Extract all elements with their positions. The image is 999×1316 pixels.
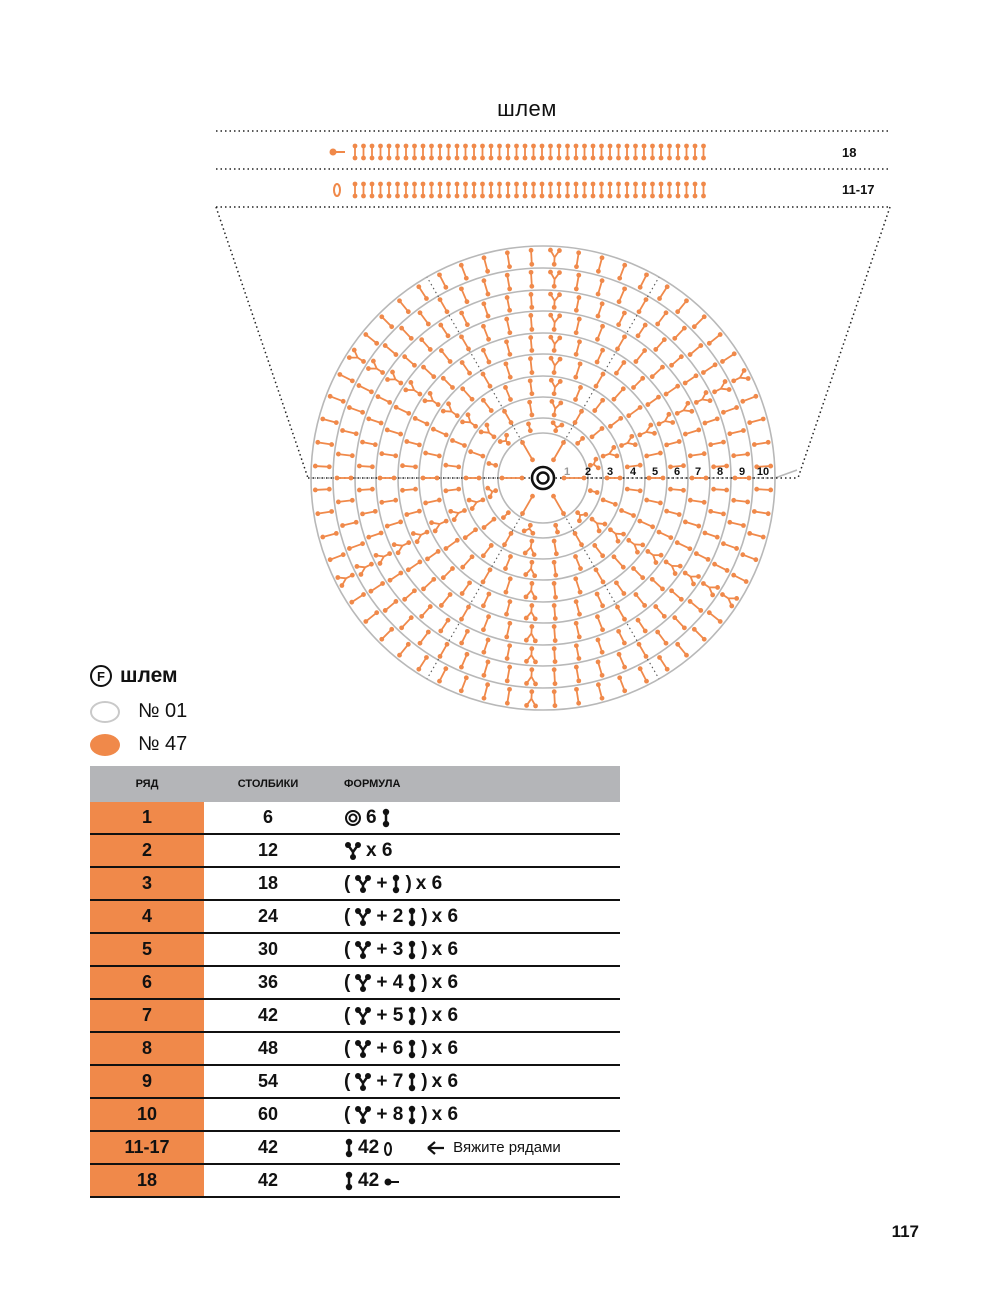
row-number: 9 [90, 1065, 204, 1098]
formula-text: x 6 [366, 839, 393, 861]
stitch-count: 6 [204, 802, 332, 834]
formula-text: + 6 [376, 1037, 404, 1059]
chain-loop-icon [383, 1138, 393, 1158]
formula-text: ) [421, 1103, 428, 1125]
round-label: 7 [694, 466, 702, 478]
round-label: 6 [673, 466, 681, 478]
formula-cell [332, 933, 620, 966]
table-row [90, 999, 620, 1032]
stitch-count: 48 [204, 1032, 332, 1065]
single-crochet-icon [407, 1105, 417, 1125]
row-number: 2 [90, 834, 204, 867]
formula-text: ) [421, 938, 428, 960]
formula-text: + 7 [376, 1070, 404, 1092]
round-label: 4 [629, 466, 637, 478]
formula-text: + 2 [376, 905, 404, 927]
formula-text: ( [344, 872, 351, 894]
legend-title [90, 664, 178, 688]
formula-cell [332, 1065, 620, 1098]
table-header-row [90, 766, 620, 802]
row-number: 5 [90, 933, 204, 966]
formula-cell [332, 867, 620, 900]
increase-icon [354, 1039, 372, 1059]
round-label: 2 [584, 466, 592, 478]
increase-icon [354, 973, 372, 993]
formula-cell [332, 834, 620, 867]
slip-stitch-icon [330, 149, 346, 156]
formula-text: ) [421, 905, 428, 927]
color-swatch-white [90, 701, 120, 723]
single-crochet-icon [407, 907, 417, 927]
table-row [90, 1032, 620, 1065]
single-crochet-icon [407, 1072, 417, 1092]
legend-item-01 [90, 700, 187, 723]
formula-text: + 3 [376, 938, 404, 960]
formula-text: ) [421, 1037, 428, 1059]
single-crochet-icon [407, 1006, 417, 1026]
formula-text: x 6 [431, 1037, 459, 1059]
stitch-count: 54 [204, 1065, 332, 1098]
formula-text: ( [344, 905, 351, 927]
round-label: 10 [756, 466, 770, 478]
stitch-count: 18 [204, 867, 332, 900]
stitch-strip [334, 182, 706, 199]
stitch-count: 60 [204, 1098, 332, 1131]
formula-text: ( [344, 1037, 351, 1059]
note-text: Вяжите рядами [453, 1139, 561, 1156]
increase-icon [354, 1072, 372, 1092]
single-crochet-icon [391, 874, 401, 894]
formula-cell [332, 900, 620, 933]
round-label: 3 [606, 466, 614, 478]
round-label: 9 [738, 466, 746, 478]
increase-icon [344, 841, 362, 861]
round-label: 5 [651, 466, 659, 478]
formula-text: 42 [358, 1136, 380, 1158]
stitch-count: 12 [204, 834, 332, 867]
formula-text: ) [421, 1070, 428, 1092]
page-title: шлем [497, 96, 557, 121]
row-number: 8 [90, 1032, 204, 1065]
formula-cell [332, 1098, 620, 1131]
formula-cell [332, 1164, 620, 1197]
stitch-count: 24 [204, 900, 332, 933]
single-crochet-icon [381, 808, 391, 828]
row-number: 18 [90, 1164, 204, 1197]
increase-icon [354, 1105, 372, 1125]
table-row [90, 802, 620, 834]
header-formula-col: ФОРМУЛА [332, 766, 620, 802]
table-row [90, 900, 620, 933]
formula-text: x 6 [431, 938, 459, 960]
row-number: 4 [90, 900, 204, 933]
table-row [90, 1098, 620, 1131]
round-label: 1 [563, 466, 571, 478]
stitch-count: 30 [204, 933, 332, 966]
formula-cell [332, 1032, 620, 1065]
magic-ring-icon [344, 808, 362, 828]
formula-cell [332, 999, 620, 1032]
stitch-count: 36 [204, 966, 332, 999]
table-row [90, 933, 620, 966]
formula-text: 6 [366, 806, 377, 828]
formula-text: ( [344, 1070, 351, 1092]
increase-icon [354, 907, 372, 927]
table-row [90, 834, 620, 867]
increase-icon [354, 1006, 372, 1026]
formula-text: ( [344, 1103, 351, 1125]
row-number: 7 [90, 999, 204, 1032]
formula-text: x 6 [431, 905, 459, 927]
formula-text: x 6 [431, 1004, 459, 1026]
single-crochet-icon [407, 973, 417, 993]
formula-text: ( [344, 971, 351, 993]
row-number: 10 [90, 1098, 204, 1131]
formula-text: ) [421, 971, 428, 993]
row-number: 3 [90, 867, 204, 900]
formula-text: + 5 [376, 1004, 404, 1026]
row-number: 1 [90, 802, 204, 834]
formula-text: + 8 [376, 1103, 404, 1125]
arrow-left-icon [427, 1141, 445, 1155]
formula-text: + 4 [376, 971, 404, 993]
pattern-table [90, 766, 620, 1198]
formula-text: x 6 [415, 872, 443, 894]
formula-cell [332, 1131, 620, 1164]
table-row [90, 1164, 620, 1197]
divider-line [798, 207, 890, 478]
page-number: 117 [891, 1222, 919, 1241]
color-swatch-orange [90, 734, 120, 756]
slip-stitch-icon [383, 1171, 401, 1191]
header-stitches-col: СТОЛБИКИ [204, 766, 332, 802]
part-badge: F [90, 665, 112, 687]
table-row [90, 867, 620, 900]
formula-text: x 6 [431, 971, 459, 993]
table-row [90, 1065, 620, 1098]
legend-label: № 01 [138, 700, 188, 722]
formula-cell [332, 966, 620, 999]
divider-line [216, 207, 308, 478]
round-label: 8 [716, 466, 724, 478]
formula-text: + [376, 872, 388, 894]
row-number: 11-17 [90, 1131, 204, 1164]
magic-ring-icon [532, 467, 554, 489]
strip-label-11-17: 11-17 [842, 182, 875, 197]
table-row [90, 966, 620, 999]
increase-icon [354, 940, 372, 960]
formula-text: ( [344, 1004, 351, 1026]
formula-text: ) [421, 1004, 428, 1026]
stitch-count: 42 [204, 1131, 332, 1164]
stitch-count: 42 [204, 999, 332, 1032]
row-number: 6 [90, 966, 204, 999]
legend-label: № 47 [138, 733, 188, 755]
legend-title-text: шлем [120, 664, 178, 687]
single-crochet-icon [407, 940, 417, 960]
chain-loop-icon [334, 184, 340, 196]
single-crochet-icon [344, 1138, 354, 1158]
row-note [427, 1139, 561, 1156]
stitch-strip [330, 144, 706, 161]
strip-label-18: 18 [842, 145, 857, 160]
formula-text: ) [405, 872, 412, 894]
legend-item-47 [90, 733, 187, 756]
formula-text: ( [344, 938, 351, 960]
header-row-col: РЯД [90, 766, 204, 802]
single-crochet-icon [407, 1039, 417, 1059]
table-row [90, 1131, 620, 1164]
formula-text: x 6 [431, 1103, 459, 1125]
single-crochet-icon [344, 1171, 354, 1191]
formula-text: x 6 [431, 1070, 459, 1092]
formula-text: 42 [358, 1169, 380, 1191]
stitch-count: 42 [204, 1164, 332, 1197]
increase-icon [354, 874, 372, 894]
formula-cell [332, 802, 620, 834]
